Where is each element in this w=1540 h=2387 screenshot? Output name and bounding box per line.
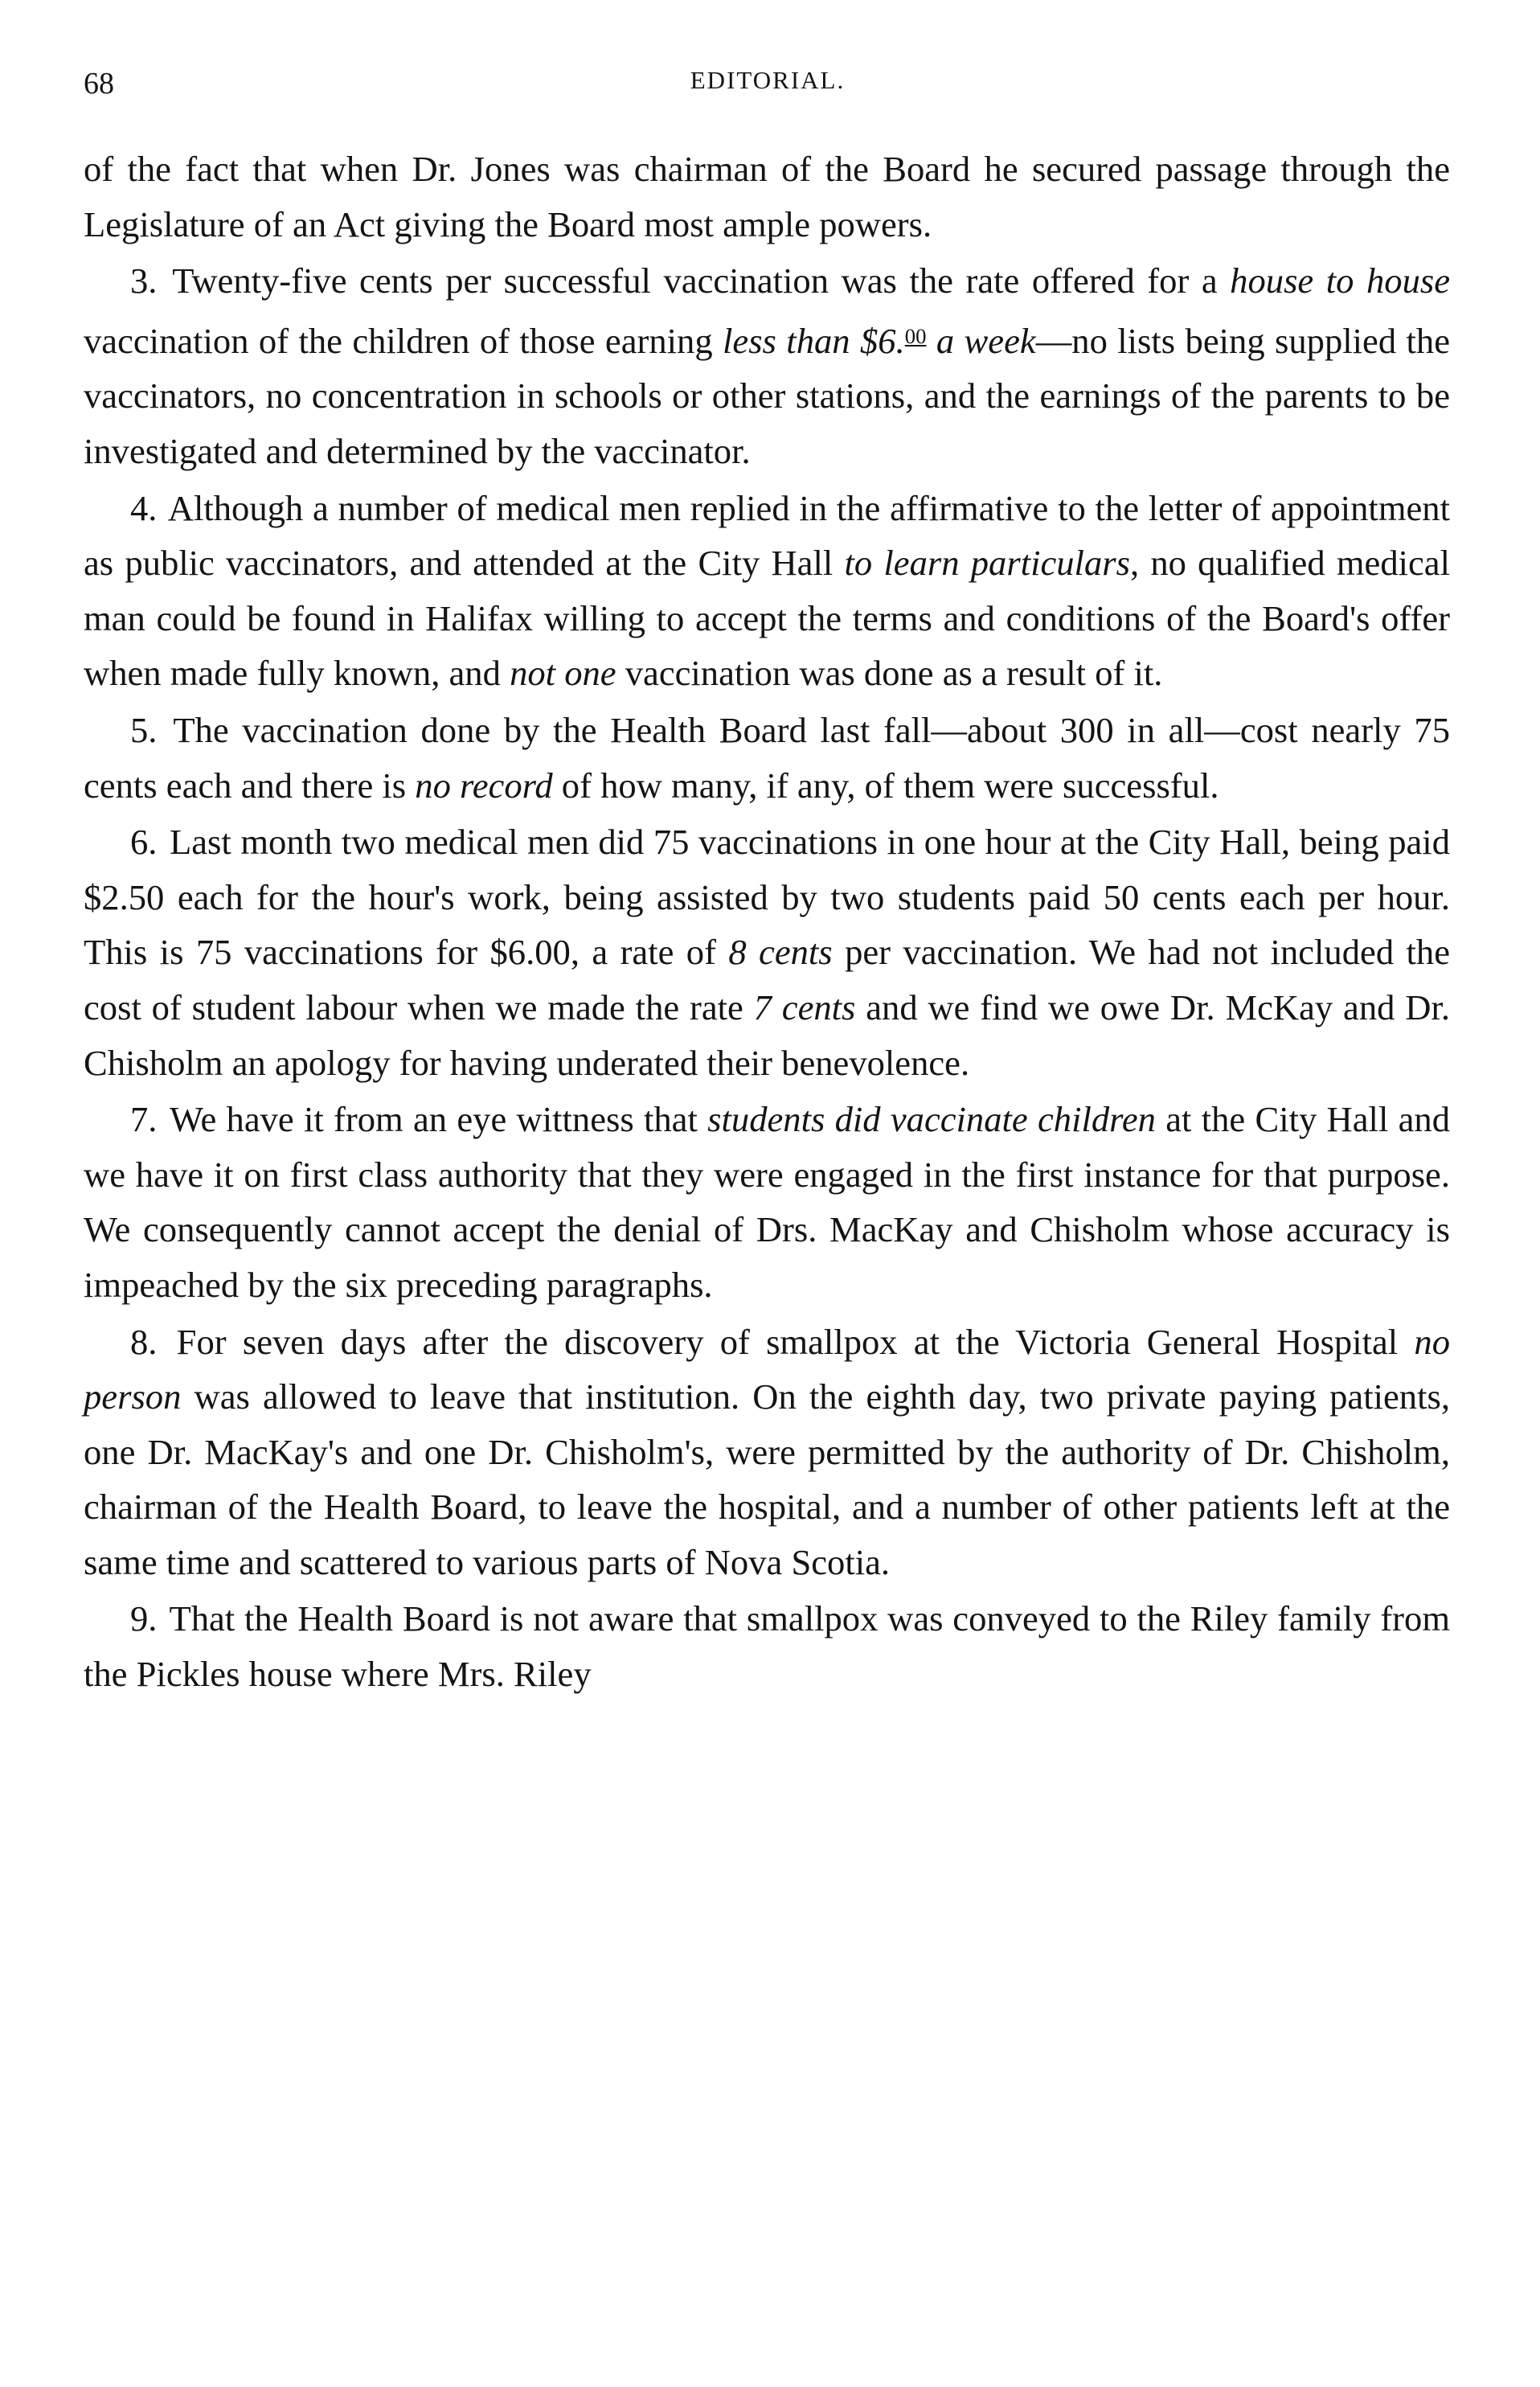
text-run: vaccination of the children of those earning: [84, 320, 723, 361]
italic-text: to learn particulars: [844, 543, 1130, 584]
paragraph-number: 5.: [130, 709, 158, 750]
text-run: at the City Hall and we have it on first class authority that they were engaged in the first instance for that purpose. We consequently cannot accept the denial of Drs. MacKay and Chisholm whose accuracy is impeached by the six preceding paragraphs.: [84, 1099, 1451, 1305]
numbered-paragraph: [84, 481, 1450, 701]
text-run: vaccination was done as a result of it.: [616, 653, 1163, 694]
page-number: 68: [84, 67, 114, 100]
italic-text: no record: [415, 765, 553, 806]
paragraph-number: 7.: [130, 1099, 158, 1140]
italic-text: house to house: [1230, 260, 1451, 301]
numbered-paragraph: [84, 1591, 1450, 1701]
numbered-paragraph: [84, 1314, 1450, 1590]
text-run: was allowed to leave that institution. On the eighth day, two private paying patients, one Dr. MacKay's and one Dr. Chisholm's, were permitted by the authority of Dr. Chisholm, chairman of the Health Board, to leave the hospital, and a number of other patients left at the same time and scattered to various parts of Nova Scotia.: [84, 1376, 1450, 1582]
continued-paragraph: [84, 141, 1450, 252]
text-run: and we find we owe Dr. McKay and Dr. Chisholm an apology for having underated their benevolence.: [84, 986, 1451, 1083]
text-run: per vaccination. We had not included the cost of student labour when we made the rate: [84, 932, 1450, 1027]
italic-text: no person: [84, 1321, 1450, 1417]
italic-text: 7 cents: [753, 986, 856, 1027]
text-run: , no qualified medical man could be found in Halifax willing to accept the terms and conditions of the Board's offer when made fully known, and: [84, 543, 1450, 694]
text-run: Twenty-five cents per successful vaccination was the rate offered for a: [172, 260, 1231, 301]
numbered-paragraph: [84, 253, 1450, 478]
text-run: Although a number of medical men replied in the affirmative to the letter of appointment as public vaccinators, and attended at the City Hall: [84, 487, 1450, 584]
paragraph-number: 6.: [130, 822, 158, 863]
italic-text: a week: [926, 320, 1036, 361]
text-run: of how many, if any, of them were successful.: [552, 765, 1219, 806]
text-run: of the fact that when Dr. Jones was chairman of the Board he secured passage through the Legislature of an Act giving the Board most ample powers.: [84, 149, 1450, 244]
paragraph-number: 4.: [130, 487, 158, 528]
italic-text: not one: [510, 653, 616, 694]
running-head: [84, 66, 1452, 108]
paragraph-number: 3.: [130, 260, 158, 301]
text-run: That the Health Board is not aware that smallpox was conveyed to the Riley family from the Pickles house where Mrs. Riley: [84, 1598, 1451, 1695]
text-run: The vaccination done by the Health Board last fall—about 300 in all—cost nearly 75 cents each and there is: [84, 709, 1450, 806]
numbered-paragraph: [84, 814, 1450, 1090]
italic-text: 8 cents: [728, 932, 833, 973]
numbered-paragraph: [84, 703, 1450, 813]
superscript-text: 00: [904, 323, 927, 348]
paragraph-number: 9.: [130, 1598, 158, 1639]
italic-text: less than $6.: [723, 320, 905, 361]
text-run: —no lists being supplied the vaccinators, no concentration in schools or other stations, and the earnings of the parents to be investigated and determined by the vaccinator.: [84, 320, 1450, 471]
body-text: [84, 141, 1450, 1702]
text-run: For seven days after the discovery of smallpox at the Victoria General Hospital: [176, 1321, 1415, 1362]
italic-text: students did vaccinate children: [707, 1099, 1156, 1140]
text-run: Last month two medical men did 75 vaccinations in one hour at the City Hall, being paid $2.50 each for the hour's work, being assisted by two students paid 50 cents each per hour. This is 75 vaccinations for $6.00, a rate of: [84, 822, 1450, 973]
text-run: We have it from an eye wittness that: [169, 1099, 708, 1140]
numbered-paragraph: [84, 1092, 1450, 1312]
paragraph-number: 8.: [130, 1321, 158, 1362]
running-title: EDITORIAL.: [690, 66, 846, 94]
